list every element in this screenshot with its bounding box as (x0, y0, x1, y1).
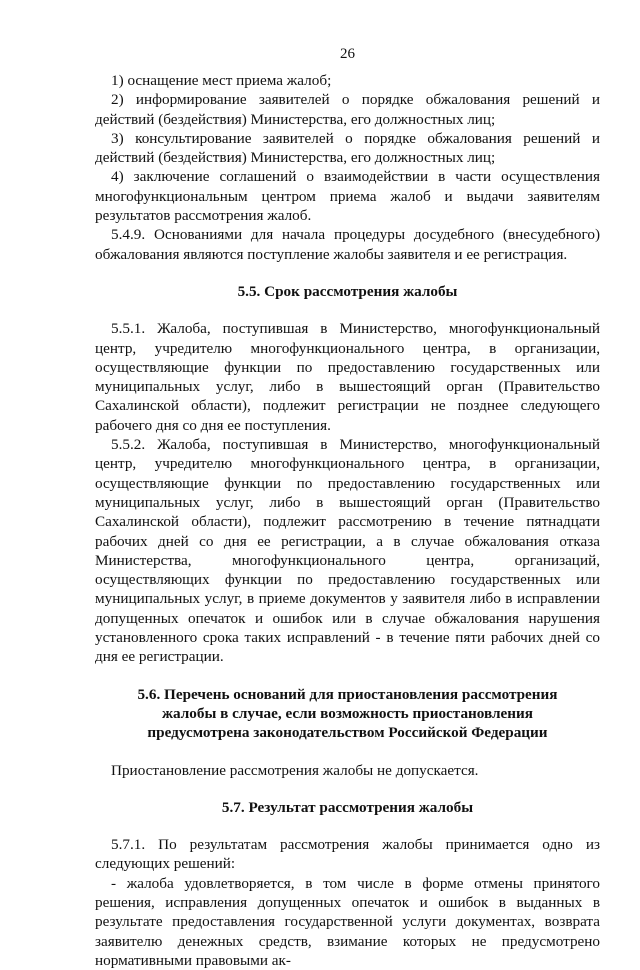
section-heading-5-6 (95, 685, 600, 743)
section-heading-5-5: 5.5. Срок рассмотрения жалобы (237, 282, 458, 300)
paragraph-5-5-1: 5.5.1. Жалоба, поступившая в Министерство, многофункциональный центр, учредителю многофункционального центра, в организации, осуществляющие функции по предоставлению государственных или муниципальных услуг, либо в вышестоящий орган (Правительство Сахалинской области), подлежит регистрации не позднее следующего рабочего дня со дня ее поступления. (95, 320, 600, 434)
section-heading-5-6-line-1: 5.6. Перечень оснований для приостановления рассмотрения (137, 685, 558, 703)
document-page (95, 45, 600, 970)
paragraph-5-4-9: 5.4.9. Основаниями для начала процедуры досудебного (внесудебного) обжалования являются поступление жалобы заявителя и ее регистрация. (95, 226, 600, 263)
paragraph-measure-4: 4) заключение соглашений о взаимодействии в части осуществления многофункциональным центром приема жалоб и выдачи заявителям результатов рассмотрения жалоб. (95, 168, 600, 225)
section-heading-5-7: 5.7. Результат рассмотрения жалобы (221, 798, 474, 816)
paragraph-5-6: Приостановление рассмотрения жалобы не допускается. (111, 761, 479, 779)
paragraph-5-5-2: 5.5.2. Жалоба, поступившая в Министерство, многофункциональный центр, учредителю многофункционального центра, в организации, осуществляющие функции по предоставлению государственных или муниципальных услуг, либо в вышестоящий орган (Правительство Сахалинской области), подлежит рассмотрению в течение пятнадцати рабочих дней со дня ее регистрации, а в случае обжалования отказа Министерства, многофункционального центра, организаций, осуществляющих функции по предоставлению государственных или муниципальных услуг, в приеме документов у заявителя либо в исправлении допущенных опечаток и ошибок или в случае обжалования нарушения установленного срока таких исправлений - в течение пяти рабочих дней со дня ее регистрации. (95, 436, 600, 666)
paragraph-measure-3: 3) консультирование заявителей о порядке обжалования решений и действий (бездействия) Министерства, его должностных лиц; (95, 129, 600, 167)
paragraph-5-7-1: 5.7.1. По результатам рассмотрения жалобы принимается одно из следующих решений: (95, 836, 600, 873)
paragraph-5-7-1-option-1: - жалоба удовлетворяется, в том числе в форме отмены принятого решения, исправления допущенных опечаток и ошибок в выданных в результате предоставления государственной услуги документах, возврата заявителю денежных средств, взимание которых не предусмотрено нормативными правовыми ак- (95, 874, 600, 969)
page-number: 26 (340, 46, 355, 62)
section-heading-5-6-line-2: жалобы в случае, если возможность приостановления (162, 704, 533, 722)
section-heading-5-6-line-3: предусмотрена законодательством Российской Федерации (147, 724, 548, 742)
paragraph-measure-2: 2) информирование заявителей о порядке обжалования решений и действий (бездействия) Министерства, его должностных лиц; (95, 91, 600, 128)
paragraph-measure-1: 1) оснащение мест приема жалоб; (111, 72, 332, 89)
